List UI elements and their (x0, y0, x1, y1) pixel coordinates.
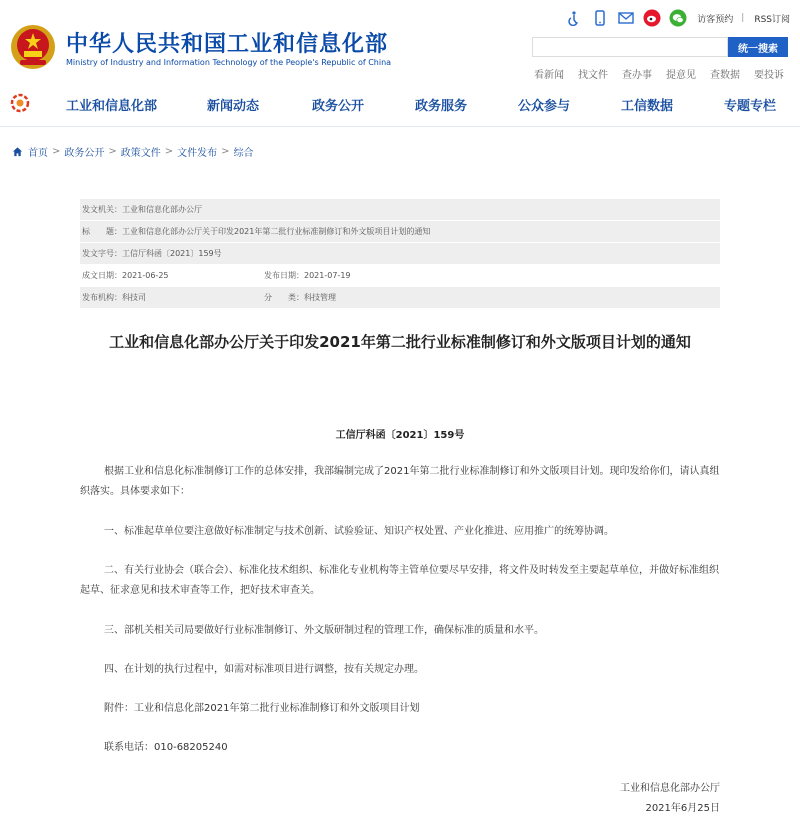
toolbar-separator: | (741, 13, 745, 23)
meta-category-label: 分 类： (264, 293, 304, 302)
meta-created-label: 成文日期： (82, 271, 122, 280)
site-header (0, 0, 800, 82)
nav-item-ministry[interactable]: 工业和信息化部 (66, 99, 158, 114)
quick-link-news[interactable]: 看新闻 (534, 70, 564, 81)
meta-category-value: 科技管理 (304, 293, 336, 302)
visitor-booking-link[interactable]: 访客预约 (697, 14, 734, 25)
national-emblem-icon (10, 24, 56, 70)
mail-icon[interactable] (617, 9, 635, 27)
top-toolbar (557, 8, 790, 28)
site-name-cn: 中华人民共和国工业和信息化部 (66, 32, 389, 57)
meta-doc-no-value: 工信厅科函〔2021〕159号 (122, 249, 222, 258)
search-button[interactable]: 统一搜索 (728, 37, 788, 57)
quick-link-data[interactable]: 查数据 (710, 70, 740, 81)
paragraph-item-4: 四、在计划的执行过程中，如需对标准项目进行调整，按有关规定办理。 (104, 664, 424, 675)
meta-issuer-label: 发文机关： (82, 205, 122, 214)
meta-row-issuer (80, 199, 720, 221)
meta-title-value: 工业和信息化部办公厅关于印发2021年第二批行业标准制修订和外文版项目计划的通知 (122, 227, 431, 236)
document-signature: 工业和信息化部办公厅 (620, 783, 720, 794)
breadcrumb-gov-affairs[interactable]: 政务公开 (64, 148, 105, 159)
nav-item-data[interactable]: 工信数据 (621, 99, 674, 114)
meta-published-label: 发布日期： (264, 271, 304, 280)
breadcrumb-separator: > (108, 146, 117, 157)
document-date: 2021年6月25日 (645, 803, 720, 814)
paragraph-item-1: 一、标准起草单位要注意做好标准制定与技术创新、试验验证、知识产权处置、产业化推进、应用推广的统筹协调。 (104, 526, 614, 537)
meta-publisher-value: 科技司 (122, 293, 146, 302)
meta-row-title (80, 221, 720, 243)
wechat-icon[interactable] (669, 9, 687, 27)
nav-item-gov-services[interactable]: 政务服务 (415, 99, 468, 114)
breadcrumb-separator: > (221, 146, 230, 157)
nav-divider (0, 126, 800, 127)
breadcrumb-separator: > (164, 146, 174, 157)
home-icon[interactable] (12, 146, 23, 157)
breadcrumb-separator: > (52, 146, 61, 157)
mobile-icon[interactable] (591, 9, 609, 27)
nav-item-public[interactable]: 公众参与 (518, 99, 571, 114)
accessibility-icon[interactable] (565, 9, 583, 27)
quick-link-complaint[interactable]: 要投诉 (754, 70, 784, 81)
rss-link[interactable]: RSS订阅 (754, 14, 790, 25)
meta-publisher-label: 发布机构： (82, 293, 122, 302)
breadcrumb (12, 144, 254, 159)
meta-row-publisher (80, 287, 720, 309)
breadcrumb-policy-docs[interactable]: 政策文件 (120, 148, 161, 159)
quick-link-feedback[interactable]: 提意见 (666, 70, 696, 81)
main-nav (0, 86, 800, 120)
site-name-en: Ministry of Industry and Information Technology of the People's Republic of China (66, 58, 392, 67)
search-input[interactable] (532, 37, 728, 57)
paragraph-item-2: 二、有关行业协会（联合会）、标准化技术组织、标准化专业机构等主管单位要尽早安排，将文件及时转发至主要起草单位，并做好标准组织起草、征求意见和技术审查等工作，把好技术审查关。 (80, 565, 719, 596)
breadcrumb-doc-release[interactable]: 文件发布 (177, 148, 218, 159)
meta-published-value: 2021-07-19 (304, 271, 351, 280)
meta-title-label: 标 题： (82, 227, 122, 236)
document-number: 工信厅科函〔2021〕159号 (335, 430, 465, 441)
quick-link-services[interactable]: 查办事 (622, 70, 652, 81)
meta-row-dates (80, 265, 720, 287)
meta-created-value: 2021-06-25 (122, 271, 169, 280)
paragraph-item-3: 三、部机关相关司局要做好行业标准制修订、外文版研制过程的管理工作，确保标准的质量和水平。 (104, 625, 544, 636)
quick-links (520, 66, 784, 81)
weibo-icon[interactable] (643, 9, 661, 27)
ministry-logo-icon[interactable] (10, 93, 30, 113)
document-title: 工业和信息化部办公厅关于印发2021年第二批行业标准制修订和外文版项目计划的通知 (109, 333, 691, 351)
quick-link-files[interactable]: 找文件 (578, 70, 608, 81)
paragraph-intro: 根据工业和信息化标准制修订工作的总体安排，我部编制完成了2021年第二批行业标准制修订和外文版项目计划。现印发给你们，请认真组织落实。具体要求如下： (80, 466, 720, 497)
meta-issuer-value: 工业和信息化部办公厅 (122, 205, 202, 214)
meta-doc-no-label: 发文字号： (82, 249, 122, 258)
attachment-link[interactable]: 附件：工业和信息化部2021年第二批行业标准制修订和外文版项目计划 (104, 703, 420, 714)
nav-item-topics[interactable]: 专题专栏 (724, 99, 777, 114)
breadcrumb-home[interactable]: 首页 (28, 148, 48, 159)
breadcrumb-general[interactable]: 综合 (233, 148, 254, 159)
nav-item-gov-affairs[interactable]: 政务公开 (312, 99, 365, 114)
nav-item-news[interactable]: 新闻动态 (207, 99, 260, 114)
contact-phone: 联系电话：010-68205240 (104, 742, 228, 753)
meta-row-doc-no (80, 243, 720, 265)
document-metadata-table (80, 199, 720, 309)
